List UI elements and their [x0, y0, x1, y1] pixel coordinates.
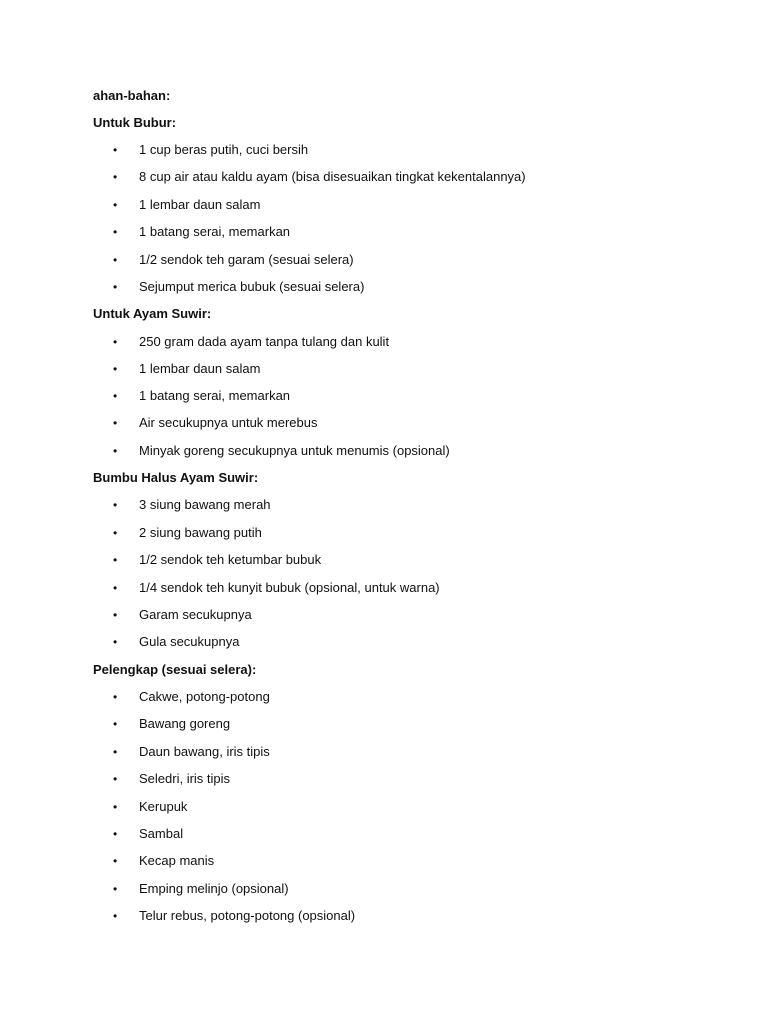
list-item: • 1 batang serai, memarkan: [113, 224, 291, 239]
list-item: • 1 lembar daun salam: [113, 361, 261, 376]
document-title: ahan-bahan:: [93, 88, 171, 103]
list-item: • 1 cup beras putih, cuci bersih: [113, 142, 309, 157]
list-item: • 1 batang serai, memarkan: [113, 388, 291, 403]
bullet-icon: •: [113, 581, 118, 595]
list-item: • 250 gram dada ayam tanpa tulang dan kulit: [113, 334, 390, 349]
bullet-icon: •: [113, 608, 118, 622]
bullet-icon: •: [113, 717, 118, 731]
list-item: • Kerupuk: [113, 799, 188, 814]
list-item: • Minyak goreng secukupnya untuk menumis (opsional): [113, 443, 450, 458]
bullet-icon: •: [113, 362, 118, 376]
list-item: • 8 cup air atau kaldu ayam (bisa disesuaikan tingkat kekentalannya): [113, 169, 526, 184]
bullet-icon: •: [113, 498, 118, 512]
list-item: • 2 siung bawang putih: [113, 525, 262, 540]
section-heading: Pelengkap (sesuai selera):: [93, 662, 257, 677]
bullet-icon: •: [113, 335, 118, 349]
list-item: • 1/2 sendok teh garam (sesuai selera): [113, 252, 354, 267]
list-item: • Seledri, iris tipis: [113, 771, 231, 786]
bullet-icon: •: [113, 143, 118, 157]
list-item: • Telur rebus, potong-potong (opsional): [113, 908, 356, 923]
list-item: • 1 lembar daun salam: [113, 197, 261, 212]
bullet-icon: •: [113, 745, 118, 759]
list-item: • Sambal: [113, 826, 184, 841]
bullet-icon: •: [113, 198, 118, 212]
bullet-icon: •: [113, 280, 118, 294]
bullet-icon: •: [113, 909, 118, 923]
bullet-icon: •: [113, 253, 118, 267]
list-item: • Air secukupnya untuk merebus: [113, 415, 318, 430]
list-item: • Kecap manis: [113, 853, 215, 868]
bullet-icon: •: [113, 800, 118, 814]
list-item: • 1/4 sendok teh kunyit bubuk (opsional, untuk warna): [113, 580, 440, 595]
bullet-icon: •: [113, 854, 118, 868]
list-item: • Emping melinjo (opsional): [113, 881, 289, 896]
list-item: • Gula secukupnya: [113, 634, 240, 649]
bullet-icon: •: [113, 444, 118, 458]
list-item: • 1/2 sendok teh ketumbar bubuk: [113, 552, 322, 567]
bullet-icon: •: [113, 416, 118, 430]
list-item: • Cakwe, potong-potong: [113, 689, 270, 704]
bullet-icon: •: [113, 772, 118, 786]
bullet-icon: •: [113, 170, 118, 184]
bullet-icon: •: [113, 827, 118, 841]
list-item: • Garam secukupnya: [113, 607, 252, 622]
bullet-icon: •: [113, 553, 118, 567]
list-item: • 3 siung bawang merah: [113, 497, 271, 512]
bullet-icon: •: [113, 635, 118, 649]
bullet-icon: •: [113, 526, 118, 540]
bullet-icon: •: [113, 882, 118, 896]
bullet-icon: •: [113, 225, 118, 239]
section-heading: Untuk Bubur:: [93, 115, 177, 130]
list-item: • Daun bawang, iris tipis: [113, 744, 270, 759]
section-heading: Bumbu Halus Ayam Suwir:: [93, 470, 259, 485]
section-heading: Untuk Ayam Suwir:: [93, 306, 212, 321]
bullet-icon: •: [113, 690, 118, 704]
bullet-icon: •: [113, 389, 118, 403]
list-item: • Bawang goreng: [113, 716, 231, 731]
list-item: • Sejumput merica bubuk (sesuai selera): [113, 279, 365, 294]
